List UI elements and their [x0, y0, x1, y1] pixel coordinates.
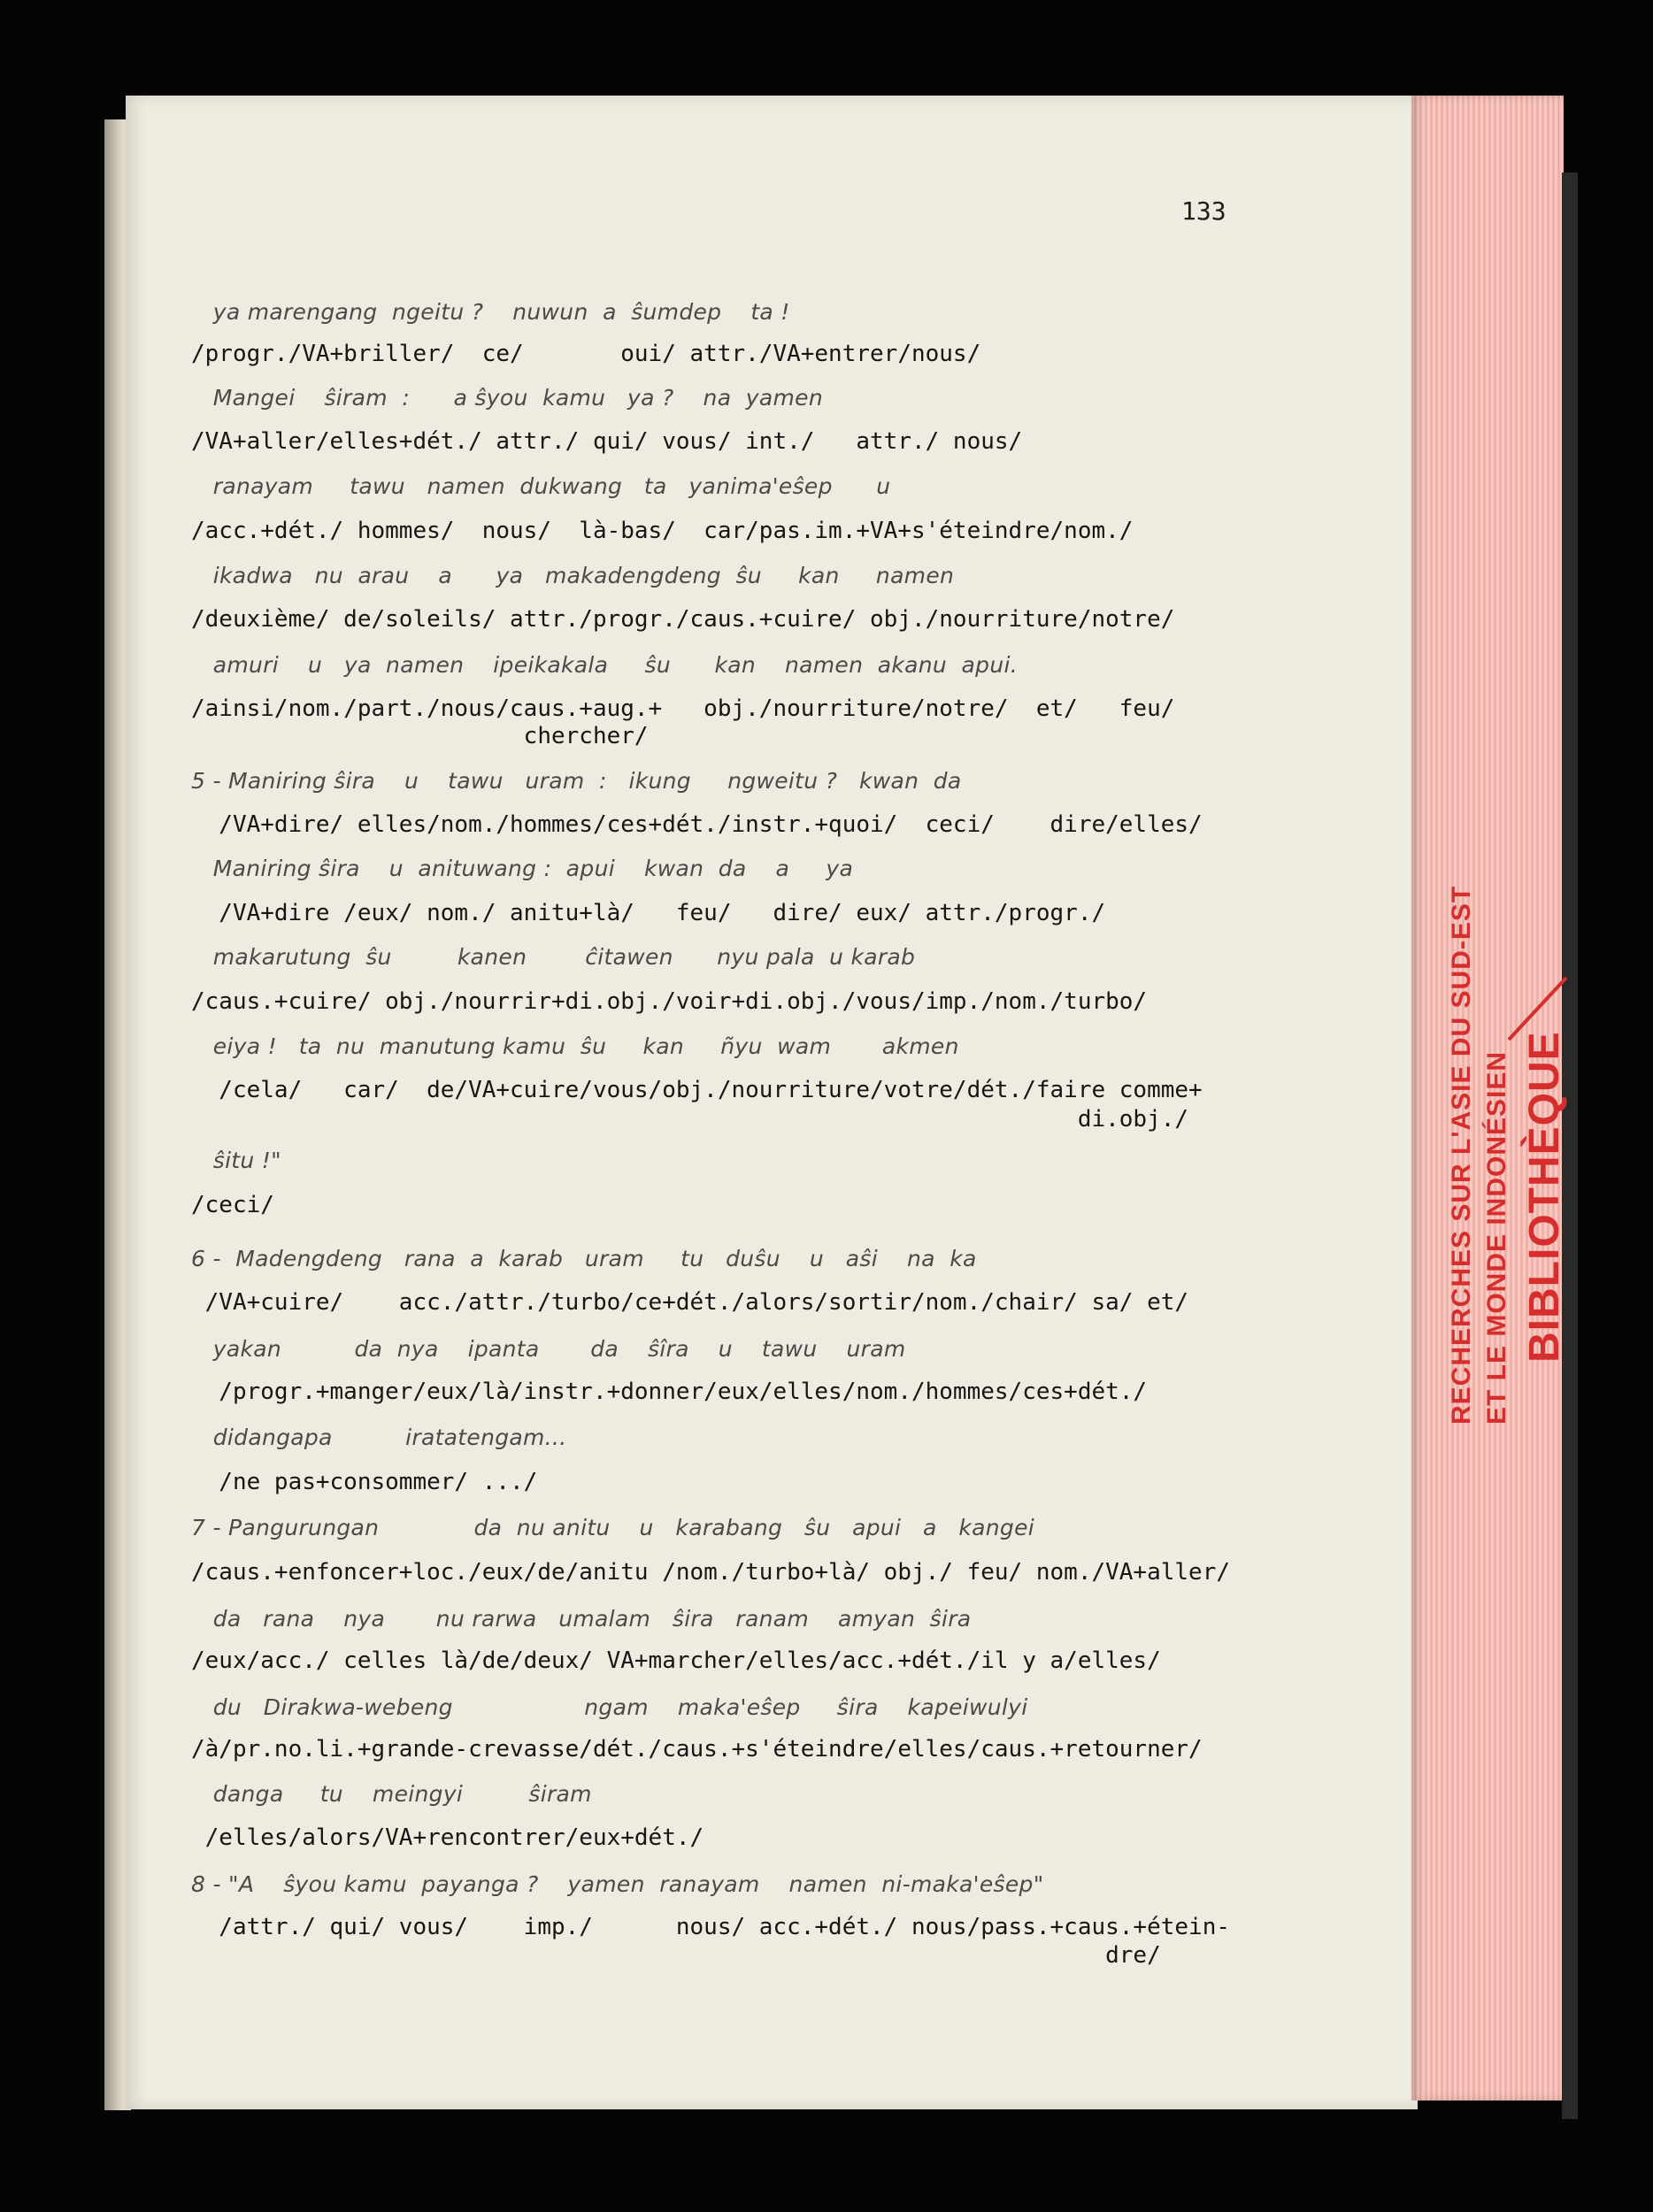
vernacular-line: yakan da nya ipanta da ŝîra u tawu uram: [191, 1336, 906, 1362]
stamp-line-1: RECHERCHES SUR L'ASIE DU SUD-EST: [1447, 885, 1476, 1425]
vernacular-line: Mangei ŝiram : a ŝyou kamu ya ? na yamen: [191, 385, 824, 411]
vernacular-line: ranayam tawu namen dukwang ta yanima'eŝep u: [191, 473, 891, 499]
vernacular-line: makarutung ŝu kanen ĉitawen nyu pala u karab: [191, 944, 916, 970]
gloss-line: /progr./VA+briller/ ce/ oui/ attr./VA+entrer/nous/: [191, 341, 981, 367]
vernacular-line: 8 - "A ŝyou kamu payanga ? yamen ranayam namen ni-maka'eŝep": [191, 1871, 1044, 1897]
gloss-line: dre/: [191, 1942, 1161, 1969]
gloss-line: /cela/ car/ de/VA+cuire/vous/obj./nourriture/votre/dét./faire comme+: [191, 1077, 1203, 1103]
vernacular-line: danga tu meingyi ŝiram: [191, 1781, 592, 1807]
gloss-line: /progr.+manger/eux/là/instr.+donner/eux/elles/nom./hommes/ces+dét./: [191, 1379, 1148, 1405]
gloss-line: /ne pas+consommer/ .../: [191, 1469, 538, 1495]
gloss-line: /caus.+cuire/ obj./nourrir+di.obj./voir+di.obj./vous/imp./nom./turbo/: [191, 988, 1148, 1015]
gloss-line: /elles/alors/VA+rencontrer/eux+dét./: [191, 1824, 704, 1851]
gloss-line: /deuxième/ de/soleils/ attr./progr./caus.+cuire/ obj./nourriture/notre/: [191, 606, 1175, 633]
gloss-line: /ainsi/nom./part./nous/caus.+aug.+ obj./nourriture/notre/ et/ feu/: [191, 695, 1175, 722]
gloss-line: /eux/acc./ celles là/de/deux/ VA+marcher/elles/acc.+dét./il y a/elles/: [191, 1647, 1161, 1674]
vernacular-line: da rana nya nu rarwa umalam ŝira ranam amyan ŝira: [191, 1606, 972, 1632]
gloss-line: chercher/: [191, 723, 649, 749]
gloss-line: /VA+cuire/ acc./attr./turbo/ce+dét./alors/sortir/nom./chair/ sa/ et/: [191, 1289, 1189, 1316]
gloss-line: /VA+aller/elles+dét./ attr./ qui/ vous/ int./ attr./ nous/: [191, 428, 1023, 455]
vernacular-line: 5 - Maniring ŝira u tawu uram : ikung ngweitu ? kwan da: [191, 768, 962, 794]
vernacular-line: du Dirakwa-webeng ngam maka'eŝep ŝira kapeiwulyi: [191, 1694, 1028, 1720]
stamp-line-2: ET LE MONDE INDONÉSIEN: [1482, 1050, 1511, 1425]
vernacular-line: Maniring ŝira u anituwang : apui kwan da a ya: [191, 856, 854, 881]
stamp-line-3: BIBLIOTHÈQUE: [1521, 1031, 1568, 1363]
vernacular-line: 6 - Madengdeng rana a karab uram tu duŝu u aŝi na ka: [191, 1246, 977, 1271]
vernacular-line: didangapa iratatengam...: [191, 1425, 567, 1450]
gloss-line: di.obj./: [191, 1106, 1189, 1133]
vernacular-line: amuri u ya namen ipeikakala ŝu kan namen akanu apui.: [191, 652, 1018, 678]
gloss-line: /VA+dire /eux/ nom./ anitu+là/ feu/ dire/ eux/ attr./progr./: [191, 900, 1106, 926]
gloss-line: /ceci/: [191, 1192, 274, 1218]
gloss-line: /attr./ qui/ vous/ imp./ nous/ acc.+dét./ nous/pass.+caus.+étein-: [191, 1914, 1230, 1940]
gloss-line: /VA+dire/ elles/nom./hommes/ces+dét./instr.+quoi/ ceci/ dire/elles/: [191, 811, 1203, 838]
gloss-line: /à/pr.no.li.+grande-crevasse/dét./caus.+s'éteindre/elles/caus.+retourner/: [191, 1736, 1203, 1763]
vernacular-line: ikadwa nu arau a ya makadengdeng ŝu kan namen: [191, 563, 955, 588]
gloss-line: /acc.+dét./ hommes/ nous/ là-bas/ car/pas.im.+VA+s'éteindre/nom./: [191, 518, 1134, 544]
vernacular-line: ya marengang ngeitu ? nuwun a ŝumdep ta !: [191, 299, 790, 325]
vernacular-line: ŝitu !": [191, 1148, 281, 1173]
stamp-slash-icon: [1504, 973, 1575, 1044]
gloss-line: /caus.+enfoncer+loc./eux/de/anitu /nom./turbo+là/ obj./ feu/ nom./VA+aller/: [191, 1559, 1230, 1586]
page-number: 133: [1181, 196, 1226, 226]
vernacular-line: eiya ! ta nu manutung kamu ŝu kan ñyu wam akmen: [191, 1033, 959, 1059]
vernacular-line: 7 - Pangurungan da nu anitu u karabang ŝu apui a kangei: [191, 1515, 1034, 1540]
